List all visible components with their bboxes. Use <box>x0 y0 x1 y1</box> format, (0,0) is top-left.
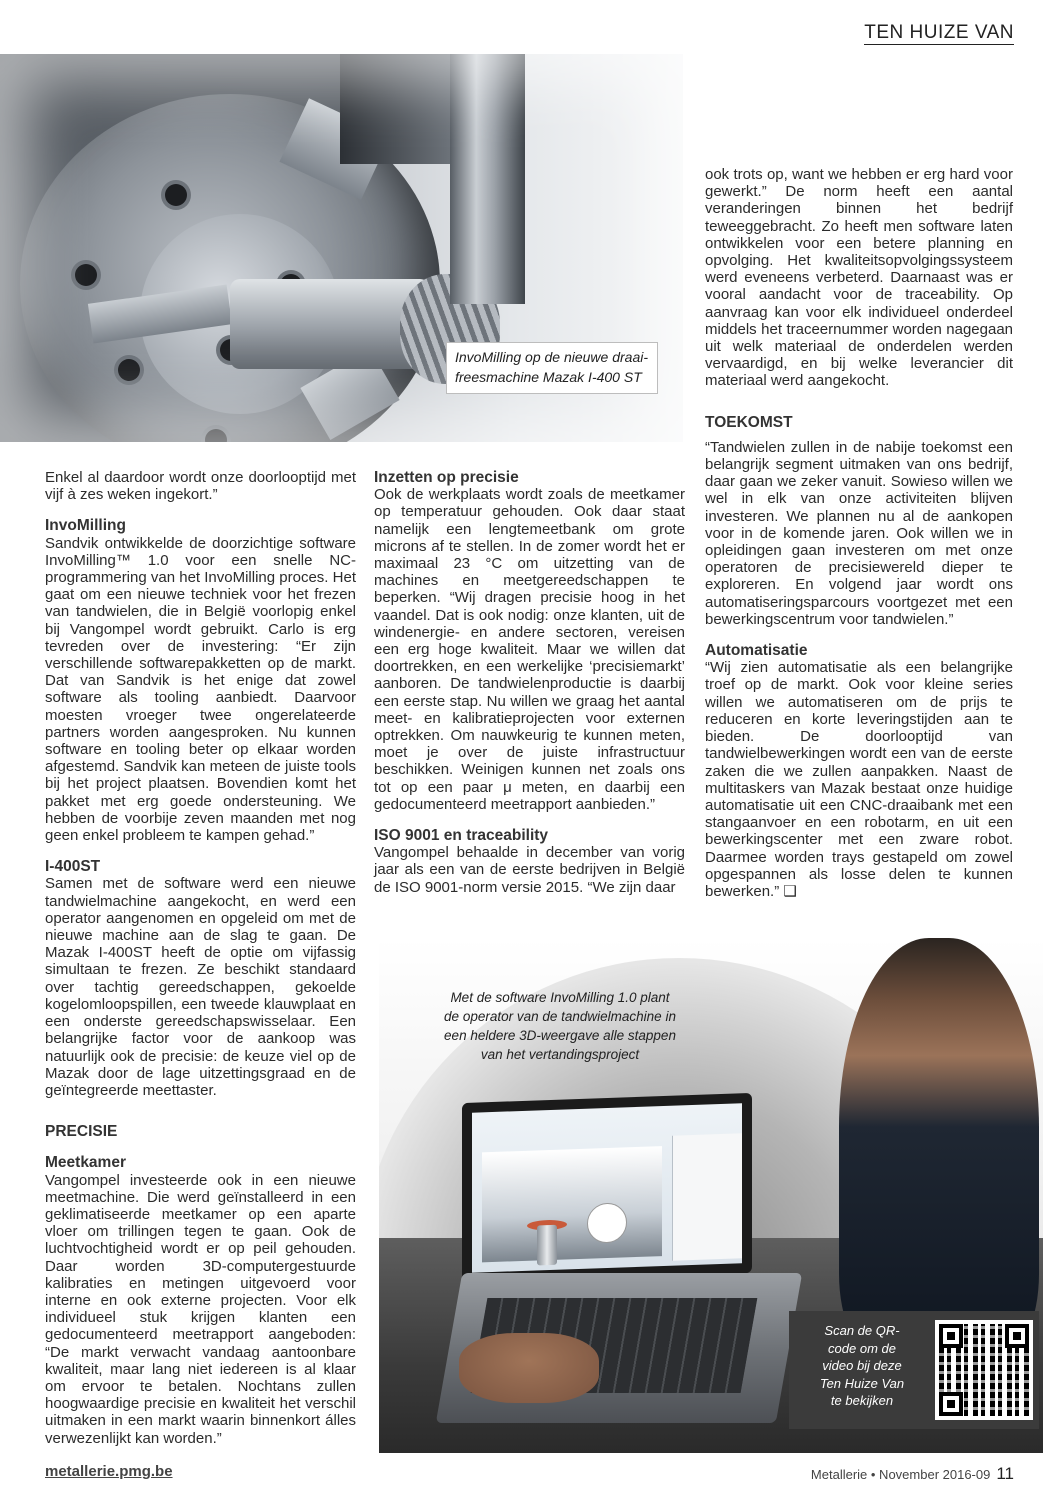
section-tag: TEN HUIZE VAN <box>864 22 1014 43</box>
qr-code[interactable] <box>935 1320 1033 1420</box>
paragraph-invomilling: Sandvik ontwikkelde de doorzichtige software InvoMilling™ 1.0 voor een snelle NC-programmering van het InvoMilling proces. Het gaat om een nieuwe techniek voor het frezen van tandwielen, die in België voorlopig enkel bij Vangompel wordt gebruikt. Carlo is erg tevreden over de investering: “Er zijn verschillende softwarepakketten op de markt. Dat van Sandvik is het enige dat zowel software als tooling aanbiedt. Daarvoor moesten vroeger twee ongerelateerde partners worden aangesproken. Nu kunnen software en tooling beter op elkaar worden afgestemd. Sandvik kan meteen de juiste tools bij het project plaatsen. Bovendien komt het pakket met erg goede ondersteuning. We hebben de voorbije zeven maanden met nog geen enkel probleem te kampen gehad.” <box>45 534 356 845</box>
paragraph-automatisatie: “Wij zien automatisatie als een belangrijke troef op de markt. Ook voor kleine series willen we automatiseren om de prijs te reduceren en korte leveringstijden aan te bieden. De doorlooptijd van tandwielbewerkingen wordt een van de eerste zaken die we zullen aanpakken. Naast de multitaskers van Mazak bestaat onze huidige automatisatie uit een CNC-draaibank met een stangaanvoer en een robotarm, en uit een bewerkingscenter met een zware robot. Daarmee worden trays gestapeld om zowel opgespannen als losse delen te kunnen bewerken.” ❑ <box>705 659 1013 900</box>
software-window <box>472 1103 742 1272</box>
paragraph-i400st: Samen met de software werd een nieuwe tandwielmachine aangekocht, en werd een operator aangenomen en opgeleid om met de nieuwe machine aan de slag te gaan. De Mazak I-400ST heeft de optie om vijfassig simultaan te frezen. Ze beschikt standaard over tachtig gereedschappen, gekoelde kogelomloopspillen, een tweede klauwplaat en een onderste gereedschapswisselaar. Een belangrijke factor voor de aankoop was natuurlijk ook de precisie: de keuze viel op de Mazak door de lage uitzettingsgraad en de geïntegreerde meettaster. <box>45 875 356 1099</box>
subheading-automatisatie: Automatisatie <box>705 642 808 660</box>
qr-code-pattern <box>939 1324 1029 1416</box>
software-side-panel <box>672 1133 742 1260</box>
bolt <box>165 184 187 206</box>
3d-viewport <box>482 1146 662 1262</box>
footer-website-link[interactable]: metallerie.pmg.be <box>45 1463 173 1480</box>
paragraph-continued: ook trots op, want we hebben er erg hard voor gewerkt.” De norm heeft een aantal veranderingen binnen het bedrijf teweeggebracht. Zo heeft men software laten ontwikkelen voor een betere planning en opvolging. Het kwaliteitsopvolgingssysteem werd eveneens verbeterd. Daarnaast was er vooral aandacht voor de traceability. Op aanvraag kan voor elk individueel onderdeel middels het traceernummer worden nagegaan uit welk materiaal de onderdelen werden vervaardigd, en bij welke leverancier dit materiaal werd aangekocht. <box>705 166 1013 390</box>
article-column-3 <box>705 166 1013 900</box>
subheading-iso: ISO 9001 en traceability <box>374 827 549 845</box>
subheading-i400st: I-400ST <box>45 858 101 876</box>
intro-paragraph: Enkel al daardoor wordt onze doorlooptijd met vijf à zes weken ingekort.” <box>45 469 356 504</box>
footer-issue-label: Metallerie • November 2016-09 <box>810 1467 991 1482</box>
qr-finder-bottom-left <box>939 1392 963 1416</box>
laptop-screen <box>462 1093 752 1283</box>
page-number: 11 <box>996 1464 1014 1483</box>
bolt <box>118 359 140 381</box>
subheading-invomilling: InvoMilling <box>45 517 126 535</box>
photo-caption: InvoMilling op de nieuwe draai-freesmachine Mazak I-400 ST <box>446 342 658 394</box>
milling-spindle <box>450 54 525 304</box>
paragraph-iso: Vangompel behaalde in december van vorig jaar als een van de eerste bedrijven in België de ISO 9001-norm versie 2015. “We zijn daar <box>374 844 685 896</box>
article-column-1 <box>45 469 356 1447</box>
section-tag-underline <box>864 44 1014 45</box>
operator-person <box>839 938 1039 1358</box>
article-column-2 <box>374 469 685 896</box>
qr-finder-top-right <box>1005 1324 1029 1348</box>
qr-finder-top-left <box>939 1324 963 1348</box>
heading-precisie: PRECISIE <box>45 1123 118 1141</box>
3d-gear-disc <box>587 1202 627 1243</box>
bolt <box>75 264 97 286</box>
subheading-inzetten: Inzetten op precisie <box>374 469 519 486</box>
3d-part-shaft <box>537 1225 557 1266</box>
operator-photo-caption: Met de software InvoMilling 1.0 plant de operator van de tandwielmachine in een heldere 3D-weergave alle stappen van het vertandingsproject <box>444 990 676 1062</box>
footer-issue <box>811 1464 1014 1484</box>
subheading-meetkamer: Meetkamer <box>45 1154 126 1172</box>
operator-hand <box>459 1333 599 1403</box>
paragraph-toekomst: “Tandwielen zullen in de nabije toekomst een belangrijk segment uitmaken van ons bedrijf, daar gaan we zeker vanuit. Sowieso willen we wel in elk van onze activiteiten blijven investeren. We plannen nu al de aankopen voor in de komende jaren. Ook willen we in opleidingen gaan investeren om met onze operatoren de precisiewereld dieper te exploreren. En volgend jaar wordt ons automatiseringsparcours voortgezet met een bewerkingscentrum voor tandwielen.” <box>705 438 1013 628</box>
paragraph-inzetten: Ook de werkplaats wordt zoals de meetkamer op temperatuur gehouden. Ook daar staat namelijk een lengtemeetbank om grote microns af te stellen. In de zomer wordt het er maximaal 23 °C om uitzetting van de machines en meetgereedschappen te beperken. “Wij dragen precisie hoog in het vaandel. Dat is ook nodig: onze klanten, uit de windenergie- en andere sectoren, vereisen een erg hoge kwaliteit. Maar we willen dat doortrekken, en een werkelijke ‘precisiemarkt’ aanboren. De tandwielenproductie is daarbij een eerste stap. Nu willen we graag het aantal meet- en kalibratieprojecten voor externen optrekken. Om nauwkeurig te kunnen meten, moet je over de juiste infrastructuur beschikken. Weinigen kunnen net zoals ons tot op een paar μ meten, en daarbij een gedocumenteerd meetrapport aanbieden.” <box>374 486 685 813</box>
paragraph-meetkamer: Vangompel investeerde ook in een nieuwe meetmachine. Die werd geïnstalleerd in een geklimatiseerde meetkamer op een aparte vloer om trillingen tegen te gaan. Ook de luchtvochtigheid wordt er op peil gehouden. Daar worden 3D-computergestuurde kalibraties en metingen uitgevoerd voor interne en ook externe projecten. Voor elk individueel stuk krijgen klanten een gedocumenteerd meetrapport aangeboden: “De markt verwacht vandaag aantoonbare kwaliteit, maar lang niet iedereen is al klaar om ervoor te betalen. Nochtans zullen hoogwaardige precisie en kwaliteit het verschil uitmaken in een markt waarin binnenkort álles verwezenlijkt kan worden.” <box>45 1171 356 1447</box>
qr-instructions: Scan de QR-code om de video bij deze Ten Huize Van te bekijken <box>819 1323 905 1408</box>
heading-toekomst: TOEKOMST <box>705 413 793 431</box>
